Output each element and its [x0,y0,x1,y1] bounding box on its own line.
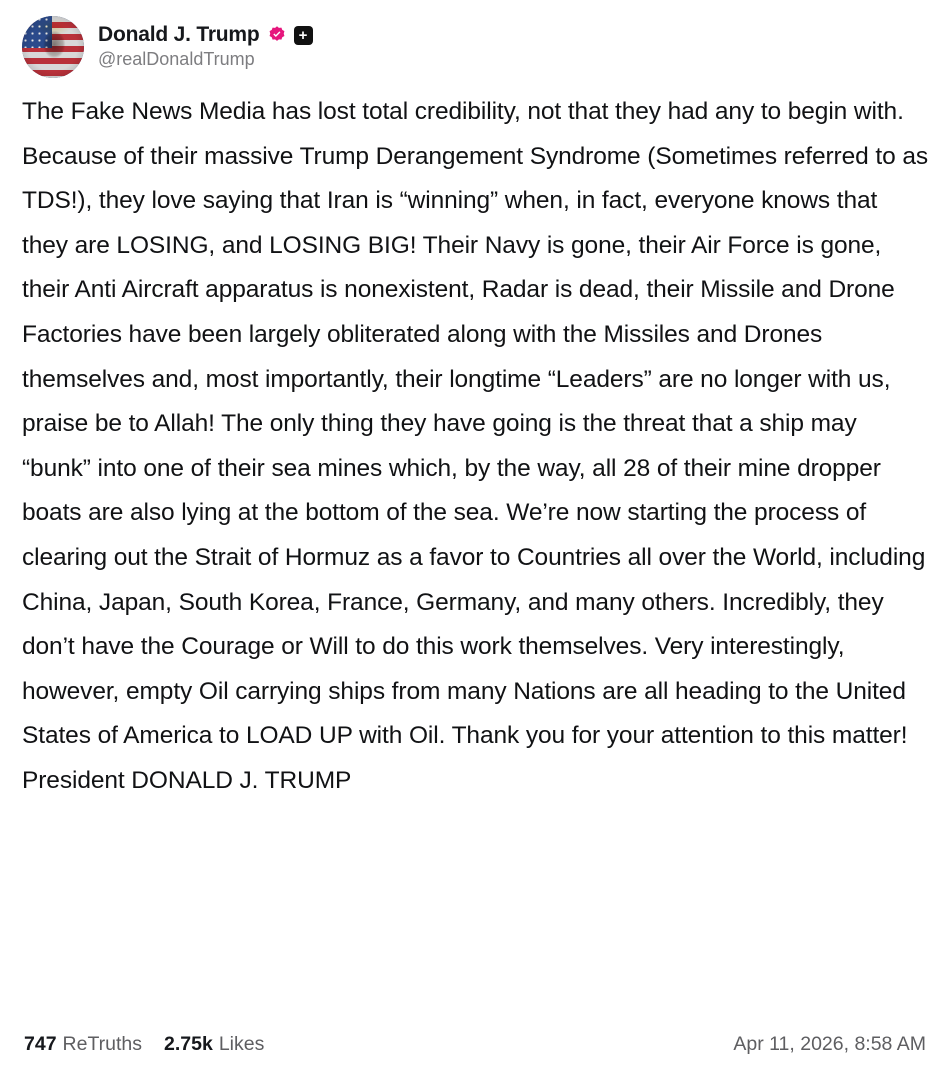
author-name-block [98,23,313,71]
post-timestamp: Apr 11, 2026, 8:58 AM [733,1033,926,1055]
likes-count: 2.75k [164,1033,213,1055]
likes-stat[interactable] [164,1033,264,1056]
author-display-name[interactable]: Donald J. Trump [98,23,260,47]
plus-badge-icon: + [294,26,313,45]
post-header [22,14,928,88]
verified-check-icon [267,25,287,45]
post-stats [24,1033,264,1056]
likes-label: Likes [218,1033,265,1055]
avatar-vignette [22,16,84,78]
avatar[interactable] [22,16,84,78]
retruths-count: 747 [24,1033,57,1055]
retruths-label: ReTruths [62,1033,143,1055]
retruths-stat[interactable] [24,1033,142,1056]
author-name-row [98,23,313,47]
author-handle[interactable]: @realDonaldTrump [98,49,255,70]
post-content-text: The Fake News Media has lost total credibility, not that they had any to begin with. Because of their massive Trump Derangement Syndrome (Sometimes referred to as TDS!), they love saying that Iran is “winning” when, in fact, everyone knows that they are LOSING, and LOSING BIG! Their Navy is gone, their Air Force is gone, their Anti Aircraft apparatus is nonexistent, Radar is dead, their Missile and Drone Factories have been largely obliterated along with the Missiles and Drones themselves and, most importantly, their longtime “Leaders” are no longer with us, praise be to Allah! The only thing they have going is the threat that a ship may “bunk” into one of their sea mines which, by the way, all 28 of their mine dropper boats are also lying at the bottom of the sea. We’re now starting the process of clearing out the Strait of Hormuz as a favor to Countries all over the World, including China, Japan, South Korea, France, Germany, and many others. Incredibly, they don’t have the Courage or Will to do this work themselves. Very interestingly, however, empty Oil carrying ships from many Nations are all heading to the United States of America to LOAD UP with Oil. Thank you for your attention to this matter! President DONALD J. TRUMP [22,98,935,794]
post-footer [22,1021,928,1072]
